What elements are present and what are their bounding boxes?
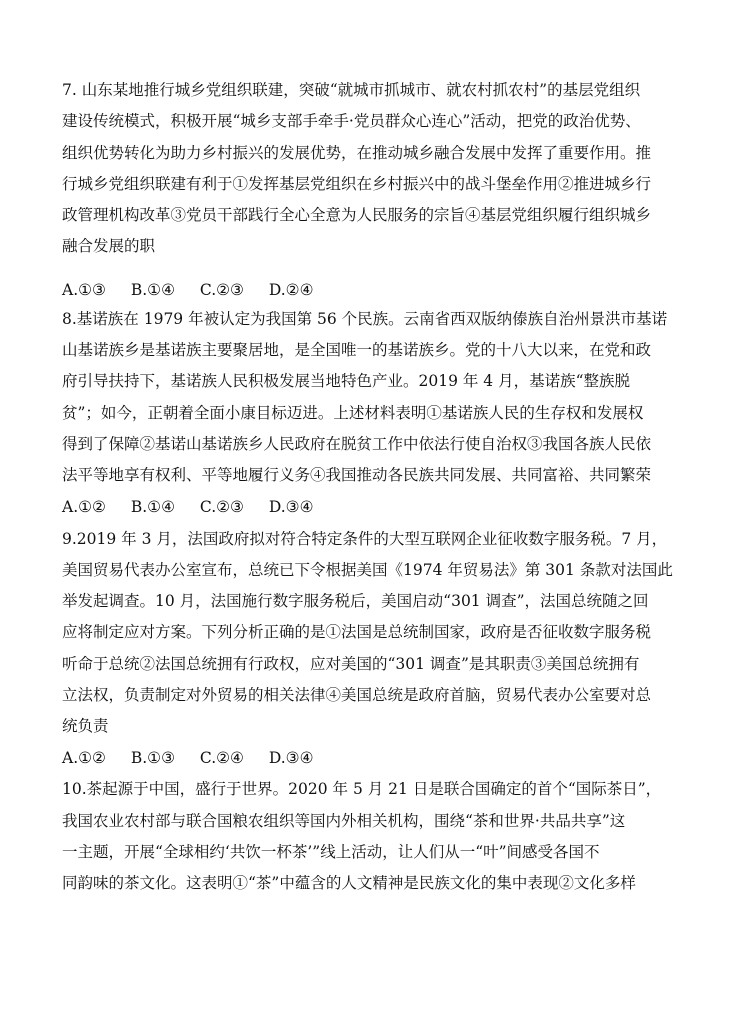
question-8-line: 8.基诺族在 1979 年被认定为我国第 56 个民族。云南省西双版纳傣族自治州景洪市基诺 bbox=[62, 310, 668, 328]
option-d: D.②④ bbox=[268, 281, 314, 299]
option-b: B.①③ bbox=[130, 749, 175, 767]
option-b: B.①④ bbox=[130, 281, 175, 299]
question-10-line: 我国农业农村部与联合国粮农组织等国内外相关机构，围绕“茶和世界·共品共享”这 bbox=[62, 812, 626, 830]
question-9-line: 美国贸易代表办公室宣布，总统已下令根据美国《1974 年贸易法》第 301 条款对法国此 bbox=[62, 561, 673, 579]
question-9-line: 统负责 bbox=[62, 717, 109, 735]
question-10-line: 一主题，开展“全球相约‘共饮一杯茶’”线上活动，让人们从一“叶”间感受各国不 bbox=[62, 843, 600, 861]
question-10-line: 同韵味的茶文化。这表明①“茶”中蕴含的人文精神是民族文化的集中表现②文化多样 bbox=[62, 874, 636, 892]
option-d: D.③④ bbox=[268, 498, 314, 516]
question-7-line: 政管理机构改革③党员干部践行全心全意为人民服务的宗旨④基层党组织履行组织城乡 bbox=[62, 206, 652, 224]
option-c: C.②③ bbox=[199, 281, 244, 299]
option-b: B.①④ bbox=[130, 498, 175, 516]
question-7-options bbox=[62, 280, 333, 300]
option-a: A.①② bbox=[62, 498, 106, 516]
question-7-line: 融合发展的职 bbox=[62, 237, 156, 255]
question-9-line: 应将制定应对方案。下列分析正确的是①法国是总统制国家，政府是否征收数字服务税 bbox=[62, 623, 652, 641]
question-7-line: 7. 山东某地推行城乡党组织联建，突破“就城市抓城市、就农村抓农村”的基层党组织 bbox=[62, 81, 641, 99]
question-9-line: 立法权，负责制定对外贸易的相关法律④美国总统是政府首脑，贸易代表办公室要对总 bbox=[62, 686, 652, 704]
option-c: C.②③ bbox=[199, 498, 244, 516]
question-9-line: 听命于总统②法国总统拥有行政权，应对美国的“301 调查”是其职责③美国总统拥有 bbox=[62, 655, 640, 673]
question-9-options bbox=[62, 748, 333, 768]
question-8-options bbox=[62, 497, 333, 517]
question-8-line: 法平等地享有权利、平等地履行义务④我国推动各民族共同发展、共同富裕、共同繁荣 bbox=[62, 466, 652, 484]
question-7-line: 组织优势转化为助力乡村振兴的发展优势，在推动城乡融合发展中发挥了重要作用。推 bbox=[62, 144, 652, 162]
option-d: D.③④ bbox=[268, 749, 314, 767]
question-9-line: 9.2019 年 3 月，法国政府拟对符合特定条件的大型互联网企业征收数字服务税。7 月， bbox=[62, 530, 668, 548]
question-7-line: 行城乡党组织联建有利于①发挥基层党组织在乡村振兴中的战斗堡垒作用②推进城乡行 bbox=[62, 175, 652, 193]
question-10-line: 10.茶起源于中国，盛行于世界。2020 年 5 月 21 日是联合国确定的首个“国际茶日”， bbox=[62, 780, 662, 798]
question-8-line: 贫”；如今，正朝着全面小康目标迈进。上述材料表明①基诺族人民的生存权和发展权 bbox=[62, 404, 644, 422]
option-a: A.①③ bbox=[62, 281, 106, 299]
question-8-line: 山基诺族乡是基诺族主要聚居地，是全国唯一的基诺族乡。党的十八大以来，在党和政 bbox=[62, 341, 652, 359]
question-9-line: 举发起调查。10 月，法国施行数字服务税后，美国启动“301 调查”，法国总统随之回 bbox=[62, 592, 649, 610]
option-c: C.②④ bbox=[199, 749, 244, 767]
question-8-line: 府引导扶持下，基诺族人民积极发展当地特色产业。2019 年 4 月，基诺族“整族脱 bbox=[62, 372, 631, 390]
question-8-line: 得到了保障②基诺山基诺族乡人民政府在脱贫工作中依法行使自治权③我国各族人民依 bbox=[62, 435, 652, 453]
question-7-line: 建设传统模式，积极开展“城乡支部手牵手·党员群众心连心”活动，把党的政治优势、 bbox=[62, 112, 641, 130]
option-a: A.①② bbox=[62, 749, 106, 767]
